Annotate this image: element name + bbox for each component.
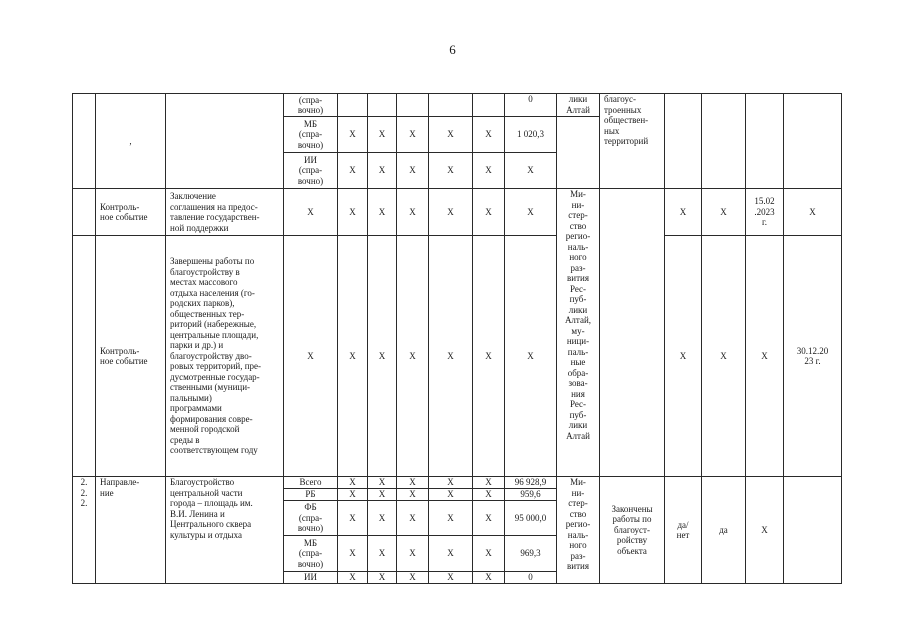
table-row: ФБ (спра- вочно) Х Х Х Х Х 95 000,0 [73, 501, 842, 536]
measures-table [72, 93, 842, 584]
cell-executor: Ми- ни- стер- ство регио- наль- ного раз- вития Рес- пуб- лики Алтай, му- ници- паль- ные обра- зова- ния Рес- пуб- лики Алтай [557, 189, 600, 477]
cell-executor: лики Алтай [557, 94, 600, 117]
cell-type: Контроль- ное событие [96, 236, 166, 477]
page-number: 6 [449, 42, 456, 57]
cell-total: 969,3 [505, 536, 557, 572]
cell-name [166, 94, 284, 189]
cell-source: Всего [284, 477, 338, 489]
cell-name: Заключение соглашения на предос- тавление государствен- ной поддержки [166, 189, 284, 236]
cell-type: Направле- ние [96, 477, 166, 584]
cell-result: благоус- троенных обществен- ных территорий [600, 94, 665, 189]
cell-value: да [702, 477, 746, 584]
cell-type: , [96, 94, 166, 189]
table-row: ИИ (спра- вочно) Х Х Х Х Х Х [73, 153, 842, 189]
cell-name: Благоустройство центральной части города – площадь им. В.И. Ленина и Центрального сквера культуры и отдыха [166, 477, 284, 584]
cell-source: РБ [284, 489, 338, 501]
cell-total: 0 [505, 572, 557, 584]
cell-type: Контроль- ное событие [96, 189, 166, 236]
table-row: Контроль- ное событие Завершены работы по благоустройству в местах массового отдыха населения (го- родских парков), общественных тер- риторий (набережные, центральные площади, парки и др.) и благоустройству дво- ровых территорий, пре- дусмотренные государ- ственными (муници- пальными) программами формирования совре- менной городской среды в соответствующем году Х Х Х Х Х Х Х Х Х Х 30.12.20 23 г. [73, 236, 842, 477]
cell-total: 1 020,3 [505, 117, 557, 153]
cell-executor: Ми- ни- стер- ство регио- наль- ного раз- вития [557, 477, 600, 584]
cell-total: 0 [505, 94, 557, 117]
table-row: РБ Х Х Х Х Х 959,6 [73, 489, 842, 501]
cell-num [73, 94, 96, 189]
cell-num: 2. 2. 2. [73, 477, 96, 584]
cell-total: 96 928,9 [505, 477, 557, 489]
cell-source: (спра- вочно) [284, 94, 338, 117]
cell-total: Х [505, 153, 557, 189]
table-row: ИИ Х Х Х Х Х 0 [73, 572, 842, 584]
table-row: 2. 2. 2. Направле- ние Благоустройство центральной части города – площадь им. В.И. Ленина и Центрального сквера культуры и отдыха Всего Х Х Х Х Х 96 928,9 Ми- ни- стер- ство регио- наль- ного раз- вития Закончены работы по благоуст- ройству объекта да/ нет да Х [73, 477, 842, 489]
cell-date: 30.12.20 23 г. [784, 236, 842, 477]
cell-date: 15.02 .2023 г. [746, 189, 784, 236]
cell-source: ИИ (спра- вочно) [284, 153, 338, 189]
cell-total: 959,6 [505, 489, 557, 501]
cell-result [600, 189, 665, 477]
cell-mark: Х [746, 477, 784, 584]
cell-source: МБ (спра- вочно) [284, 536, 338, 572]
cell-result: Закончены работы по благоуст- ройству объекта [600, 477, 665, 584]
cell-yes-no: да/ нет [665, 477, 702, 584]
cell-source: МБ (спра- вочно) [284, 117, 338, 153]
table-row: Контроль- ное событие Заключение соглашения на предос- тавление государствен- ной поддержки Х Х Х Х Х Х Х Ми- ни- стер- ство регио- наль- ного раз- вития Рес- пуб- лики Алтай, му- ници- паль- ные обра- зова- ния Рес- пуб- лики Алтай Х Х 15.02 .2023 г. Х [73, 189, 842, 236]
table-row [73, 94, 842, 117]
table-row: МБ (спра- вочно) Х Х Х Х Х 969,3 [73, 536, 842, 572]
cell-total: 95 000,0 [505, 501, 557, 536]
cell-name: Завершены работы по благоустройству в местах массового отдыха населения (го- родских парков), общественных тер- риторий (набережные, центральные площади, парки и др.) и благоустройству дво- ровых территорий, пре- дусмотренные государ- ственными (муници- пальными) программами формирования совре- менной городской среды в соответствующем году [166, 236, 284, 477]
cell-source: ИИ [284, 572, 338, 584]
table-row: МБ (спра- вочно) Х Х Х Х Х 1 020,3 [73, 117, 842, 153]
cell-source: ФБ (спра- вочно) [284, 501, 338, 536]
